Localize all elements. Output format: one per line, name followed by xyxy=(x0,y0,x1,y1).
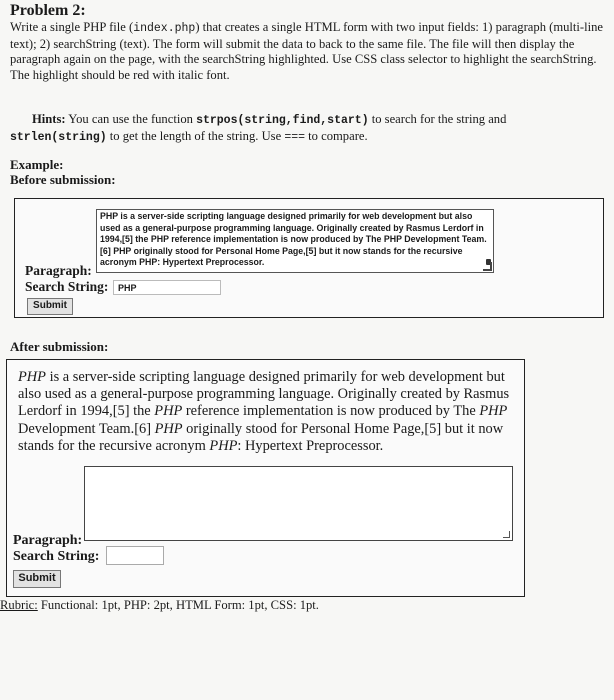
highlighted-match: PHP xyxy=(479,403,508,420)
strlen-code: strlen(string) xyxy=(10,130,107,144)
paragraph-textarea[interactable]: PHP is a server-side scripting language designed primarily for web development but also used as a general-purpose programming language. Originally created by Rasmus Lerdorf in 1994,[5] the PHP reference implementation is now produced by The PHP Development Team.[6] PHP originally stood for Personal Home Page,[5] but it now stands for the recursive acronym PHP: Hypertext Preprocessor. xyxy=(96,209,494,273)
search-string-input[interactable]: PHP xyxy=(113,280,221,295)
before-submission-label: Before submission: xyxy=(10,172,116,187)
highlighted-match: PHP xyxy=(154,403,183,420)
problem-description: Write a single PHP file (index.php) that creates a single HTML form with two input fields: 1) paragraph (multi-line text); 2) searchString (text). The form will submit the data to back to the same file. The file will then display the paragraph again on the page, with the searchString highlighted. Use CSS class selector to highlight the searchString. The highlight should be red with italic font. xyxy=(10,20,603,82)
paragraph-textarea-empty[interactable] xyxy=(84,466,513,541)
paragraph-text: is a server-side scripting language designed primarily for web development but also used as a general-purpose programming language. Originally created by Rasmus Lerdorf in 1994,[5] the xyxy=(18,369,510,420)
paragraph-text: Development Team.[6] xyxy=(18,420,155,437)
resize-handle-icon[interactable] xyxy=(483,262,492,271)
rubric-label: Rubric: xyxy=(0,598,38,612)
paragraph-text: originally stood for Personal Home Page,[5] but it now stands for the recursive acronym xyxy=(18,420,504,454)
paragraph-label: Paragraph: xyxy=(13,533,83,548)
hints-label: Hints: xyxy=(32,112,66,126)
before-form-box xyxy=(14,198,604,318)
submit-button[interactable]: Submit xyxy=(13,570,61,588)
search-string-label: Search String: xyxy=(25,279,109,294)
after-form-box xyxy=(6,359,525,597)
highlighted-paragraph xyxy=(18,369,513,455)
resize-handle-icon[interactable] xyxy=(503,531,510,538)
example-label: Example: xyxy=(10,157,64,172)
paragraph-label: Paragraph: xyxy=(25,263,92,278)
strpos-code: strpos(string,find,start) xyxy=(196,114,369,127)
search-string-label: Search String: xyxy=(13,549,100,564)
problem-title: Problem 2: xyxy=(10,2,86,19)
filename-code: index.php xyxy=(133,22,196,35)
paragraph-text: : Hypertext Preprocessor. xyxy=(237,437,384,454)
highlighted-match: PHP xyxy=(209,437,238,454)
after-submission-label: After submission: xyxy=(10,339,109,354)
paragraph-text: reference implementation is now produced by The xyxy=(182,403,480,420)
highlighted-match: PHP xyxy=(18,369,46,385)
search-string-input[interactable] xyxy=(106,546,164,565)
submit-button[interactable]: Submit xyxy=(27,298,73,315)
hints-text: Hints: You can use the function strpos(string,find,start) to search for the string and strlen(string) to get the length of the string. Use === to compare. xyxy=(10,112,507,144)
highlighted-match: PHP xyxy=(154,420,183,437)
example-heading xyxy=(10,157,116,187)
rubric-text: Rubric: Functional: 1pt, PHP: 2pt, HTML Form: 1pt, CSS: 1pt. xyxy=(0,598,319,612)
compare-code: === xyxy=(284,130,306,144)
